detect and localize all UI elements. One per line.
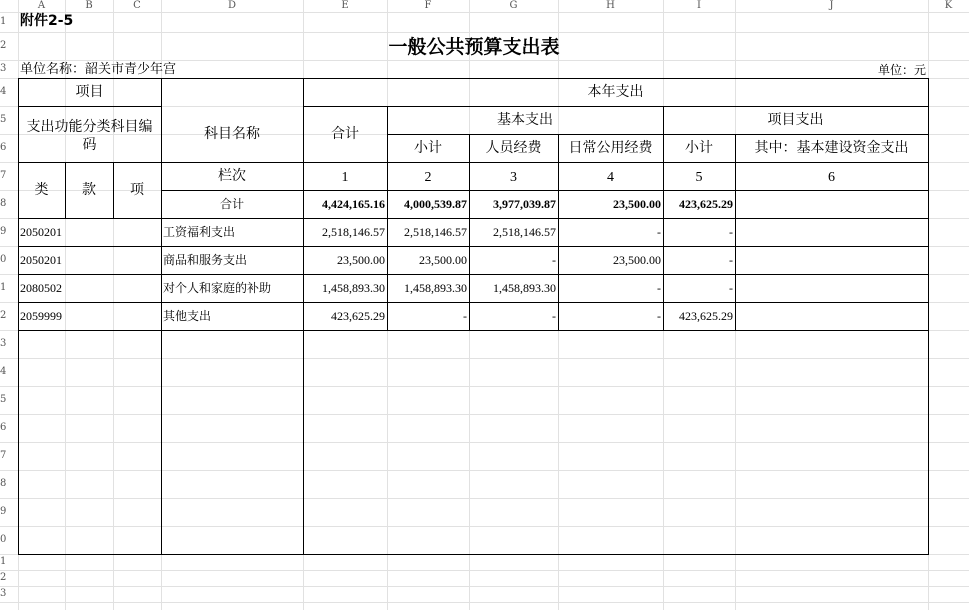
column-number: 2 (424, 170, 432, 185)
row-value: - (729, 281, 733, 295)
row-header[interactable]: 5 (0, 394, 7, 405)
border-v (735, 134, 736, 331)
grid-h (0, 586, 969, 587)
row-subject-name: 其他支出 (163, 309, 212, 323)
row-header[interactable]: 3 (0, 338, 7, 349)
row-header[interactable]: 2 (0, 572, 7, 583)
column-header-g[interactable]: G (509, 0, 518, 11)
row-value: 23,500.00 (337, 253, 385, 267)
row-value: - (657, 281, 661, 295)
row-header[interactable]: 0 (0, 254, 7, 265)
column-number: 6 (828, 170, 835, 185)
row-value: 1,458,893.30 (493, 281, 556, 295)
column-number: 3 (510, 170, 517, 185)
attachment-label: 附件2-5 (20, 13, 74, 29)
header-personnel: 人员经费 (485, 140, 542, 156)
column-number: 4 (607, 170, 614, 185)
total-value: 23,500.00 (613, 197, 661, 211)
row-header[interactable]: 2 (0, 40, 7, 51)
column-header-c[interactable]: C (133, 0, 141, 11)
grid-h (0, 386, 969, 387)
row-value: - (729, 253, 733, 267)
grid-h (0, 470, 969, 471)
grid-h (0, 442, 969, 443)
header-xiang: 项 (130, 182, 144, 198)
header-project-subtotal: 小计 (685, 140, 713, 156)
row-header[interactable]: 7 (0, 170, 7, 181)
total-value: 4,424,165.16 (322, 197, 385, 211)
border-v (161, 78, 162, 555)
grid-h (0, 570, 969, 571)
row-header[interactable]: 6 (0, 422, 7, 433)
header-subject-name: 科目名称 (204, 126, 260, 142)
row-header[interactable]: 0 (0, 534, 7, 545)
grid-h (0, 602, 969, 603)
row-subject-name: 商品和服务支出 (163, 253, 248, 267)
row-header[interactable]: 1 (0, 16, 7, 27)
total-value: 3,977,039.87 (493, 197, 556, 211)
row-value: - (729, 225, 733, 239)
header-total: 合计 (331, 126, 359, 142)
header-current-year: 本年支出 (587, 84, 644, 100)
header-project: 项目支出 (767, 112, 824, 128)
row-value: 23,500.00 (613, 253, 661, 267)
row-code: 2059999 (20, 309, 62, 323)
column-header-i[interactable]: I (697, 0, 701, 11)
row-value: 2,518,146.57 (322, 225, 385, 239)
column-number: 1 (341, 170, 349, 185)
border-h (161, 190, 929, 191)
header-kuan: 款 (82, 182, 96, 198)
row-header[interactable]: 1 (0, 282, 7, 293)
row-value: 2,518,146.57 (404, 225, 467, 239)
header-lei: 类 (34, 182, 49, 198)
header-daily: 日常公用经费 (568, 140, 653, 156)
row-header[interactable]: 3 (0, 588, 7, 599)
column-header-k[interactable]: K (944, 0, 953, 11)
grid-h (0, 358, 969, 359)
row-value: - (552, 309, 556, 323)
total-row-label: 合计 (219, 197, 244, 211)
row-header[interactable]: 5 (0, 114, 7, 125)
grid-h (0, 526, 969, 527)
column-number: 5 (695, 170, 703, 185)
total-value: 4,000,539.87 (404, 197, 467, 211)
border-h (18, 274, 929, 275)
column-header-e[interactable]: E (341, 0, 349, 11)
column-header-h[interactable]: H (606, 0, 615, 11)
border-v (18, 78, 19, 555)
row-code: 2050201 (20, 253, 62, 267)
row-header[interactable]: 4 (0, 366, 7, 377)
border-h (303, 106, 929, 107)
column-header-d[interactable]: D (227, 0, 237, 11)
unit-label: 单位：元 (877, 63, 926, 77)
header-basic-subtotal: 小计 (414, 140, 442, 156)
border-h (161, 162, 929, 163)
border-h (18, 246, 929, 247)
row-header[interactable]: 6 (0, 142, 7, 153)
header-basic: 基本支出 (497, 112, 553, 128)
header-code: 支出功能分类科目编码 (26, 119, 153, 153)
row-header[interactable]: 9 (0, 226, 7, 237)
column-header-a[interactable]: A (37, 0, 46, 11)
row-value: - (552, 253, 556, 267)
row-value: - (463, 309, 467, 323)
row-value: 423,625.29 (679, 309, 733, 323)
row-value: 423,625.29 (331, 309, 385, 323)
row-header[interactable]: 2 (0, 310, 7, 321)
column-header-b[interactable]: B (85, 0, 93, 11)
border-h (18, 554, 929, 555)
row-header[interactable]: 3 (0, 63, 7, 74)
row-header[interactable]: 8 (0, 198, 7, 209)
border-v (928, 78, 929, 555)
row-value: 1,458,893.30 (322, 281, 385, 295)
row-header[interactable]: 8 (0, 478, 7, 489)
border-h (18, 218, 929, 219)
row-code: 2050201 (20, 225, 62, 239)
header-item: 项目 (75, 84, 104, 100)
grid-h (0, 12, 969, 13)
header-lanci: 栏次 (218, 168, 246, 184)
row-subject-name: 工资福利支出 (163, 225, 236, 239)
grid-h (0, 414, 969, 415)
row-header[interactable]: 9 (0, 506, 7, 517)
report-title: 一般公共预算支出表 (388, 36, 560, 58)
row-header[interactable]: 1 (0, 556, 7, 567)
total-value: 423,625.29 (679, 197, 733, 211)
row-value: 23,500.00 (419, 253, 467, 267)
column-header-f[interactable]: F (424, 0, 432, 11)
border-h (18, 330, 929, 331)
grid-h (0, 32, 969, 33)
row-code: 2080502 (20, 281, 62, 295)
row-header[interactable]: 4 (0, 86, 7, 97)
border-h (18, 106, 162, 107)
border-h (18, 162, 162, 163)
header-construction: 其中：基本建设资金支出 (754, 140, 909, 156)
column-header-j[interactable]: J (829, 0, 834, 11)
unit-name: 单位名称：韶关市青少年宫 (20, 62, 177, 77)
grid-h (0, 60, 969, 61)
row-value: 1,458,893.30 (404, 281, 467, 295)
row-value: 2,518,146.57 (493, 225, 556, 239)
row-value: - (657, 309, 661, 323)
border-h (18, 302, 929, 303)
row-value: - (657, 225, 661, 239)
grid-h (0, 498, 969, 499)
row-header[interactable]: 7 (0, 450, 7, 461)
row-subject-name: 对个人和家庭的补助 (163, 281, 272, 295)
